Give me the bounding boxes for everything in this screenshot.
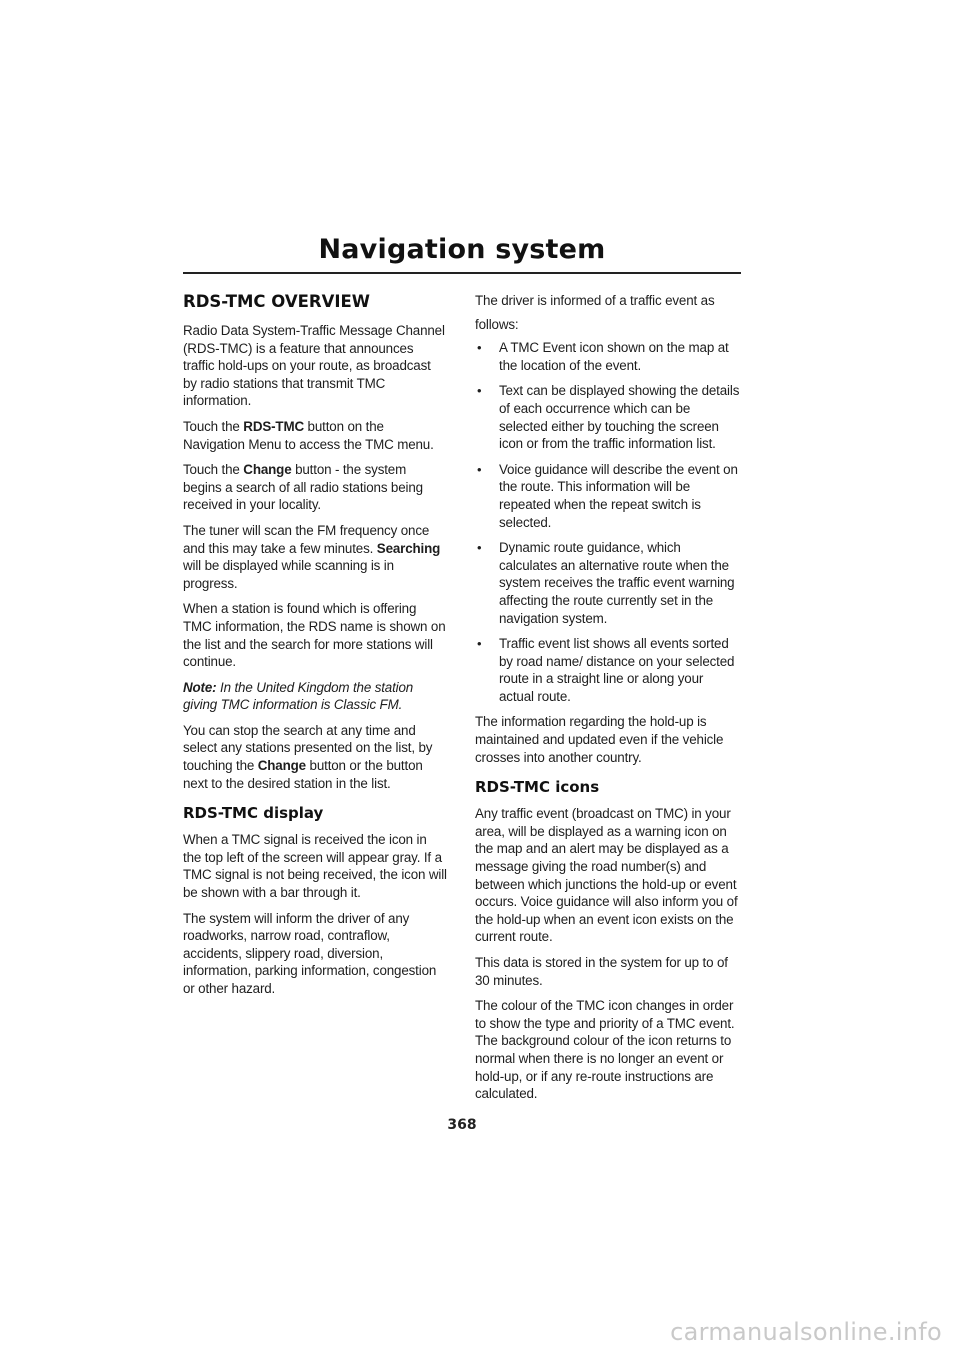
list-item xyxy=(475,635,740,705)
list-item-text: Dynamic route guidance, which calculates an alternative route when the system receives the traffic event warning affecting the route currently set in the navigation system. xyxy=(499,540,735,626)
keyword-change: Change xyxy=(257,758,306,774)
bullet-icon: • xyxy=(477,540,482,556)
note-text: In the United Kingdom the station giving TMC information is Classic FM. xyxy=(183,679,414,713)
text: button on the Navigation Menu to access the TMC menu. xyxy=(183,418,434,452)
paragraph: When a station is found which is offering TMC information, the RDS name is shown on the list and the search for more stations will continue. xyxy=(183,601,446,670)
paragraph xyxy=(183,418,448,453)
list-item xyxy=(475,539,740,627)
bullet-list xyxy=(475,339,740,705)
paragraph xyxy=(183,722,448,792)
header-divider xyxy=(183,272,741,274)
paragraph: Any traffic event (broadcast on TMC) in your area, will be displayed as a warning icon on the map and an alert may be displayed as a message giving the road number(s) and between which junctions the hold-up or event occurs. Voice guidance will also inform you of the hold-up when an event icon exists on the current route. xyxy=(475,806,738,945)
paragraph: Radio Data System-Traffic Message Channel (RDS-TMC) is a feature that announces traffic hold-ups on your route, as broadcast by radio stations that transmit TMC information. xyxy=(183,323,445,409)
paragraph: The colour of the TMC icon changes in order to show the type and priority of a TMC event. The background colour of the icon returns to normal when there is no longer an event or hold-up, or if any re-route instructions are calculated. xyxy=(475,998,735,1102)
paragraph: The system will inform the driver of any roadworks, narrow road, contraflow, accidents, slippery road, diversion, information, parking information, congestion or other hazard. xyxy=(183,910,437,996)
subheading-display: RDS-TMC display xyxy=(183,804,324,823)
list-item-text: Text can be displayed showing the details of each occurrence which can be selected either by touching the screen icon or from the traffic information list. xyxy=(499,383,740,452)
text: Touch the xyxy=(183,462,244,478)
list-item-text: Traffic event list shows all events sorted by road name/ distance on your selected route in a straight line or along your actual route. xyxy=(499,636,735,704)
paragraph: The driver is informed of a traffic event as xyxy=(475,293,715,308)
bullet-icon: • xyxy=(477,636,482,652)
list-item xyxy=(475,382,740,452)
subheading-icons: RDS-TMC icons xyxy=(475,778,600,797)
paragraph: This data is stored in the system for up to of 30 minutes. xyxy=(475,955,728,988)
right-column xyxy=(475,292,740,1111)
list-item xyxy=(475,461,740,531)
left-column xyxy=(183,292,448,1006)
page-title: Navigation system xyxy=(318,234,606,265)
keyword-change: Change xyxy=(243,462,292,478)
note-label: Note: xyxy=(183,679,217,695)
bullet-icon: • xyxy=(477,383,482,399)
text: You can stop the search at any time and select any stations presented on the list, by touching the xyxy=(183,722,433,774)
paragraph xyxy=(183,522,448,592)
text: button - the system begins a search of all radio stations being received in your locality. xyxy=(183,462,423,513)
bullet-icon: • xyxy=(477,340,482,356)
text: button or the button next to the desired station in the list. xyxy=(183,758,423,791)
paragraph: When a TMC signal is received the icon in the top left of the screen will appear gray. If a TMC signal is not being received, the icon will be shown with a bar through it. xyxy=(183,832,447,901)
text: will be displayed while scanning is in progress. xyxy=(183,558,394,591)
watermark: carmanualsonline.info xyxy=(670,1318,942,1346)
list-item xyxy=(475,339,740,374)
keyword-rds-tmc: RDS-TMC xyxy=(243,418,304,434)
paragraph: follows: xyxy=(475,316,519,332)
bullet-icon: • xyxy=(477,461,482,477)
page-number: 368 xyxy=(447,1117,477,1133)
note xyxy=(183,679,448,714)
paragraph: The information regarding the hold-up is maintained and updated even if the vehicle crosses into another country. xyxy=(475,714,724,765)
list-item-text: Voice guidance will describe the event on the route. This information will be repeated when the repeat switch is selected. xyxy=(499,461,738,530)
keyword-searching: Searching xyxy=(376,540,441,556)
text: Touch the xyxy=(183,418,244,434)
paragraph xyxy=(183,461,448,514)
list-item-text: A TMC Event icon shown on the map at the location of the event. xyxy=(499,340,729,373)
text: The tuner will scan the FM frequency once and this may take a few minutes. xyxy=(183,522,430,556)
section-heading-overview: RDS-TMC OVERVIEW xyxy=(183,292,370,311)
